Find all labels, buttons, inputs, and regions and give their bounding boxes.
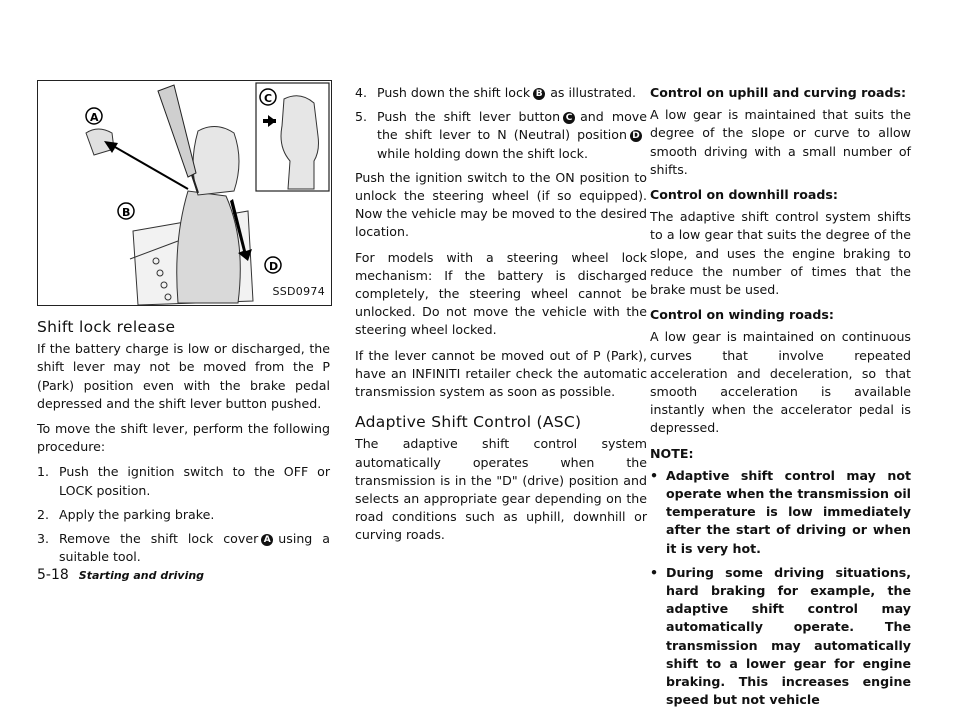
shifter-diagram-icon — [38, 81, 331, 305]
steering-lock-paragraph: For models with a steering wheel lock mechanism: If the battery is discharged completely, the steering wheel cannot be unlocked. Do not move the vehicle with the steering wheel locked. — [355, 249, 647, 338]
figure-code: SSD0974 — [272, 284, 325, 298]
page-number: 5-18 — [37, 567, 69, 583]
step-3: 3. Remove the shift lock cover A using a suitable tool. — [37, 531, 330, 565]
winding-title: Control on winding roads: — [650, 307, 834, 323]
column-3 — [650, 84, 911, 716]
column-1 — [37, 80, 330, 572]
step-4: 4. Push down the shift lock B as illustrated. — [355, 85, 637, 100]
shift-lock-heading: Shift lock release — [37, 318, 176, 336]
note-item: • Adaptive shift control may not operate when the transmission oil temperature is low immediately after the start of driving or when it is very hot. — [650, 467, 911, 558]
marker-d: D — [630, 130, 642, 142]
downhill-title: Control on downhill roads: — [650, 187, 838, 203]
asc-intro: The adaptive shift control system automatically operates when the transmission is in the "D" (drive) position and selects an appropriate gear depending on the road conditions such as uphill, downhill or curving roads. — [355, 436, 647, 543]
callout-d: D — [269, 260, 279, 273]
uphill-title: Control on uphill and curving roads: — [650, 85, 907, 100]
column-2 — [355, 84, 647, 552]
downhill-text: The adaptive shift control system shifts to a low gear that suits the degree of the slope, and uses the engine braking to reduce the number of times that the brake must be used. — [650, 209, 911, 298]
marker-b: B — [533, 88, 545, 100]
bullet-icon: • — [650, 467, 659, 483]
section-name: Starting and driving — [78, 569, 205, 582]
note-item: • During some driving situations, hard braking for example, the adaptive shift control may automatically operate. The transmission may automatically shift to a lower gear for engine braking. This increases engine speed but not vehicle — [650, 564, 911, 710]
callout-a: A — [90, 111, 99, 124]
step-5: 5. Push the shift lever button C and move the shift lever to N (Neutral) position Dwhile holding down the shift lock. — [355, 109, 648, 161]
bullet-icon: • — [650, 564, 659, 580]
callout-b: B — [122, 206, 131, 219]
marker-a: A — [261, 534, 273, 546]
callout-c: C — [264, 92, 273, 105]
uphill-text: A low gear is maintained that suits the degree of the slope or curve to allow smooth driving with a small number of shifts. — [650, 107, 911, 177]
step-1: 1. Push the ignition switch to the OFF or LOCK position. — [37, 464, 330, 498]
asc-heading: Adaptive Shift Control (ASC) — [355, 413, 582, 432]
procedure-lead: To move the shift lever, perform the following procedure: — [37, 421, 330, 455]
note-label: NOTE: — [650, 445, 694, 461]
shift-lock-intro: If the battery charge is low or discharged, the shift lever may not be moved from the P (Park) position even with the brake pedal depressed and the shift lever button pushed. — [37, 341, 330, 411]
retailer-paragraph: If the lever cannot be moved out of P (Park), have an INFINITI retailer check the automatic transmission system as soon as possible. — [355, 347, 647, 400]
shift-lock-illustration — [37, 80, 332, 306]
winding-text: A low gear is maintained on continuous curves that involve repeated acceleration and deceleration, so that smooth acceleration is available instantly when the accelerator pedal is depressed. — [650, 329, 911, 436]
step-2: 2. Apply the parking brake. — [37, 506, 215, 522]
unlock-paragraph: Push the ignition switch to the ON position to unlock the steering wheel (if so equipped). Now the vehicle may be moved to the desired location. — [355, 169, 647, 240]
marker-c: C — [563, 112, 575, 124]
page-footer — [37, 567, 204, 583]
